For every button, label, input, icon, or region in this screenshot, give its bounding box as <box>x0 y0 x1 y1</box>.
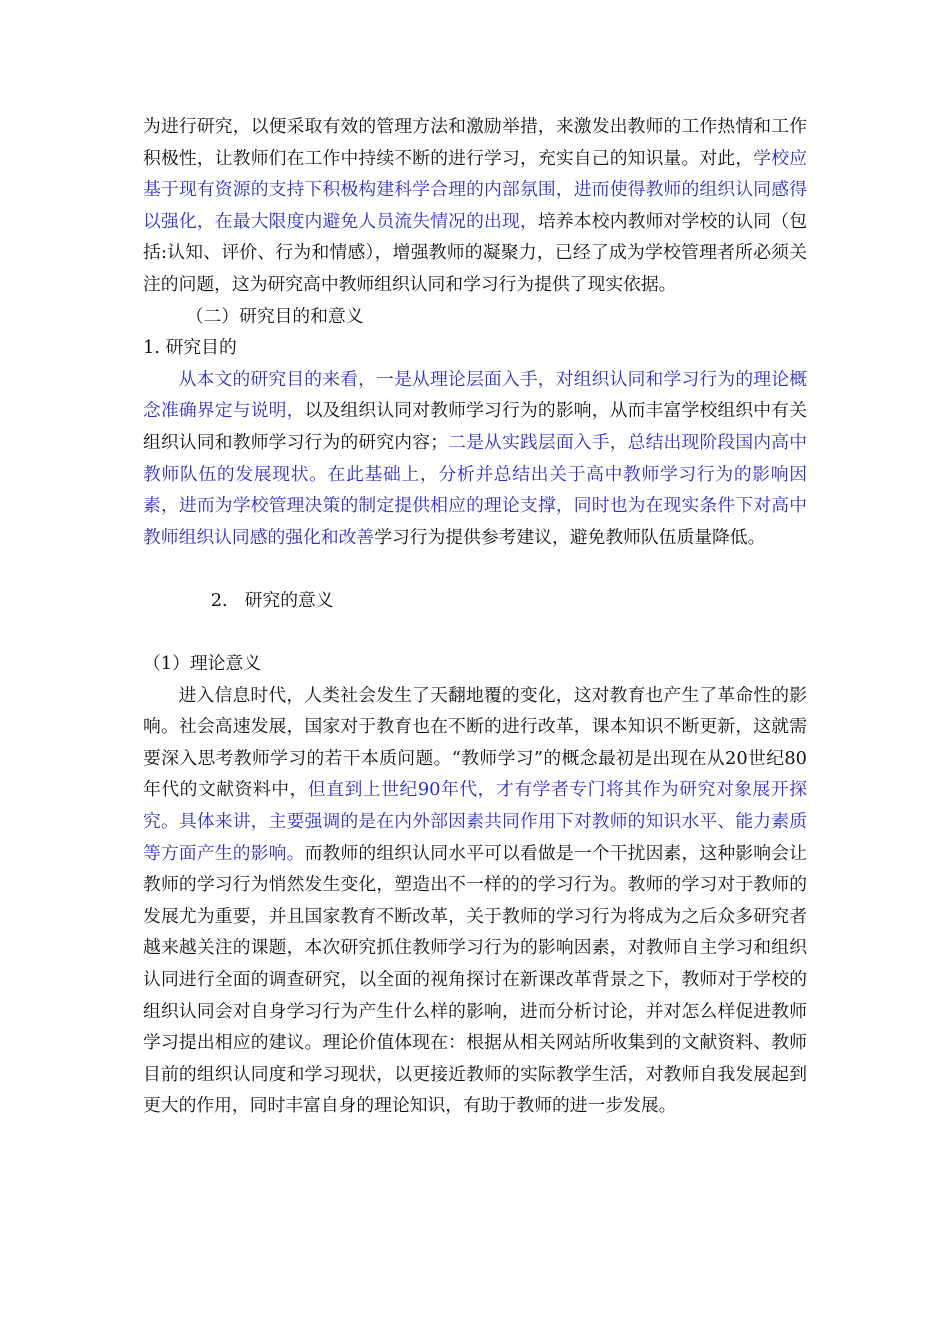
paragraph-theory <box>143 680 807 1122</box>
subsection-heading-text: 1. 研究目的 <box>143 337 237 359</box>
subsection-heading-text: 2. 研究的意义 <box>210 589 334 611</box>
text-segment: 培养本校内教师对学校的认同（包括:认知、评价、行为和情感），增强教师的凝聚力，已经了成为学校管理者所必须关注的问题，这为研究高中教师组织认同和学习行为提供了现实依据。 <box>143 210 807 295</box>
section-heading <box>143 301 807 333</box>
text-segment: 而教师的组织认同水平可以看做是一个干扰因素，这种影响会让教师的学习行为悄然发生变化，塑造出不一样的的学习行为。教师的学习对于教师的发展尤为重要，并且国家教育不断改革，关于教师的学习行为将成为之后众多研究者越来越关注的课题，本次研究抓住教师学习行为的影响因素，对教师自主学习和组织认同进行全面的调查研究，以全面的视角探讨在新课改革背景之下，教师对于学校的组织认同会对自身学习行为产生什么样的影响，进而分析讨论，并对怎么样促进教师学习提出相应的建议。理论价值体现在：根据从相关网站所收集到的文献资料、教师目前的组织认同度和学习现状，以更接近教师的实际教学生活，对教师自我发展起到更大的作用，同时丰富自身的理论知识，有助于教师的进一步发展。 <box>143 842 807 1117</box>
subsection-heading-significance <box>143 553 807 648</box>
text-segment: 学习行为提供参考建议，避免教师队伍质量降低。 <box>374 526 766 548</box>
subsection-heading-theory <box>143 648 807 680</box>
paragraph-background <box>143 111 807 301</box>
section-heading-text: （二）研究目的和意义 <box>185 305 364 327</box>
highlighted-text-segment: 二是从实践层面入手，总结出现阶段国内高中教师队伍的发展现状。在此基础上，分析并总结出关于高中教师学习行为的影响因素，进而为学校管理决策的制定提供相应的理论支撑，同时也为在现实条件下对高中教师组织认同感的强化和改善 <box>143 431 807 548</box>
document-body <box>143 111 807 1122</box>
highlighted-text-segment: 但直到上世纪90年代，才有学者专门将其作为研究对象展开探究。具体来讲，主要强调的是在内外部因素共同作用下对教师的知识水平、能力素质等方面产生的影响。 <box>143 779 807 864</box>
highlighted-text-segment: 学校应基于现有资源的支持下积极构建科学合理的内部氛围，进而使得教师的组织认同感得以强化，在最大限度内避免人员流失情况的出现， <box>143 147 807 232</box>
subsection-heading-text: （1）理论意义 <box>143 653 262 675</box>
subsection-heading-purpose <box>143 332 807 364</box>
highlighted-text-segment: 从本文的研究目的来看，一是从理论层面入手，对组织认同和学习行为的理论概念准确界定与说明， <box>143 368 807 422</box>
text-segment: 以及组织认同对教师学习行为的影响，从而丰富学校组织中有关组织认同和教师学习行为的研究内容； <box>143 400 807 453</box>
paragraph-purpose <box>143 364 807 554</box>
text-segment: 为进行研究，以便采取有效的管理方法和激励举措，来激发出教师的工作热情和工作积极性，让教师们在工作中持续不断的进行学习，充实自己的知识量。对此， <box>143 116 807 169</box>
text-segment: 进入信息时代，人类社会发生了天翻地覆的变化，这对教育也产生了革命性的影响。社会高速发展，国家对于教育也在不断的进行改革，课本知识不断更新，这就需要深入思考教师学习的若干本质问题。“教师学习”的概念最初是出现在从20世纪80年代的文献资料中， <box>143 684 807 801</box>
